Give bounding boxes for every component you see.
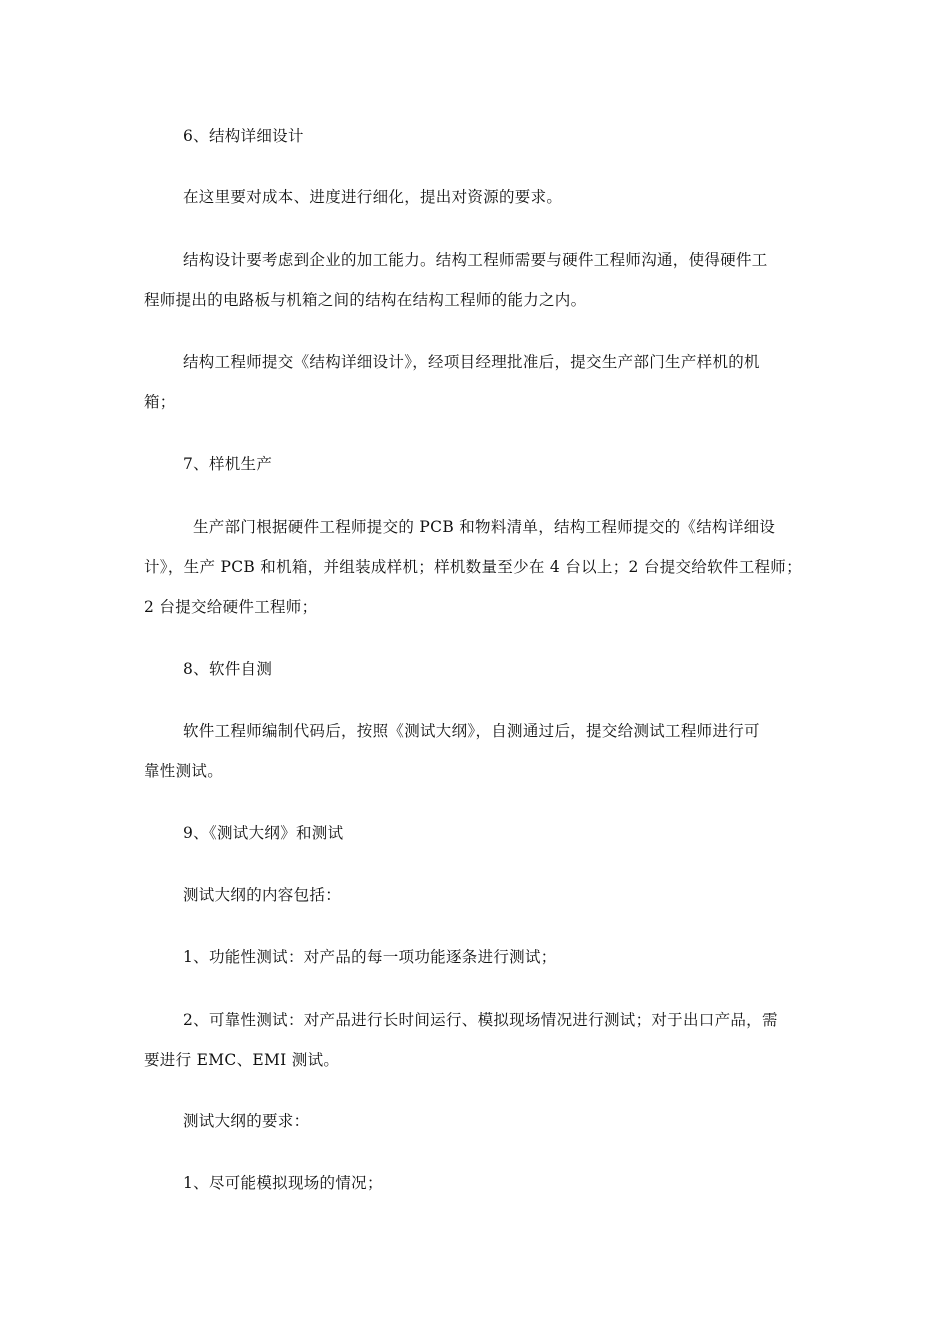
list-item: 1、尽可能模拟现场的情况； [183, 1174, 383, 1192]
paragraph-line: 测试大纲的要求： [183, 1112, 310, 1130]
section-heading-8: 8、软件自测 [183, 660, 273, 678]
paragraph-line: 靠性测试。 [144, 762, 224, 780]
paragraph-line: 结构工程师提交《结构详细设计》，经项目经理批准后，提交生产部门生产样机的机 [183, 353, 760, 371]
list-item-continuation: 要进行 EMC、EMI 测试。 [144, 1051, 340, 1069]
paragraph-line: 程师提出的电路板与机箱之间的结构在结构工程师的能力之内。 [144, 291, 587, 309]
section-heading-7: 7、样机生产 [183, 455, 273, 473]
paragraph-line: 测试大纲的内容包括： [183, 886, 342, 904]
section-heading-6: 6、结构详细设计 [183, 127, 304, 145]
paragraph-line: 计》，生产 PCB 和机箱，并组装成样机；样机数量至少在 4 台以上；2 台提交给软件工程师； [144, 558, 802, 576]
list-item: 2、可靠性测试：对产品进行长时间运行、模拟现场情况进行测试；对于出口产品，需 [183, 1011, 778, 1029]
list-item: 1、功能性测试：对产品的每一项功能逐条进行测试； [183, 948, 557, 966]
paragraph-line: 结构设计要考虑到企业的加工能力。结构工程师需要与硬件工程师沟通，使得硬件工 [183, 251, 768, 269]
paragraph-line: 2 台提交给硬件工程师； [144, 598, 318, 616]
paragraph-line: 生产部门根据硬件工程师提交的 PCB 和物料清单，结构工程师提交的《结构详细设 [193, 518, 776, 536]
paragraph-line: 软件工程师编制代码后，按照《测试大纲》，自测通过后，提交给测试工程师进行可 [183, 722, 760, 740]
section-heading-9: 9、《测试大纲》和测试 [183, 824, 344, 842]
paragraph-line: 在这里要对成本、进度进行细化，提出对资源的要求。 [183, 188, 563, 206]
paragraph-line: 箱； [144, 393, 176, 411]
